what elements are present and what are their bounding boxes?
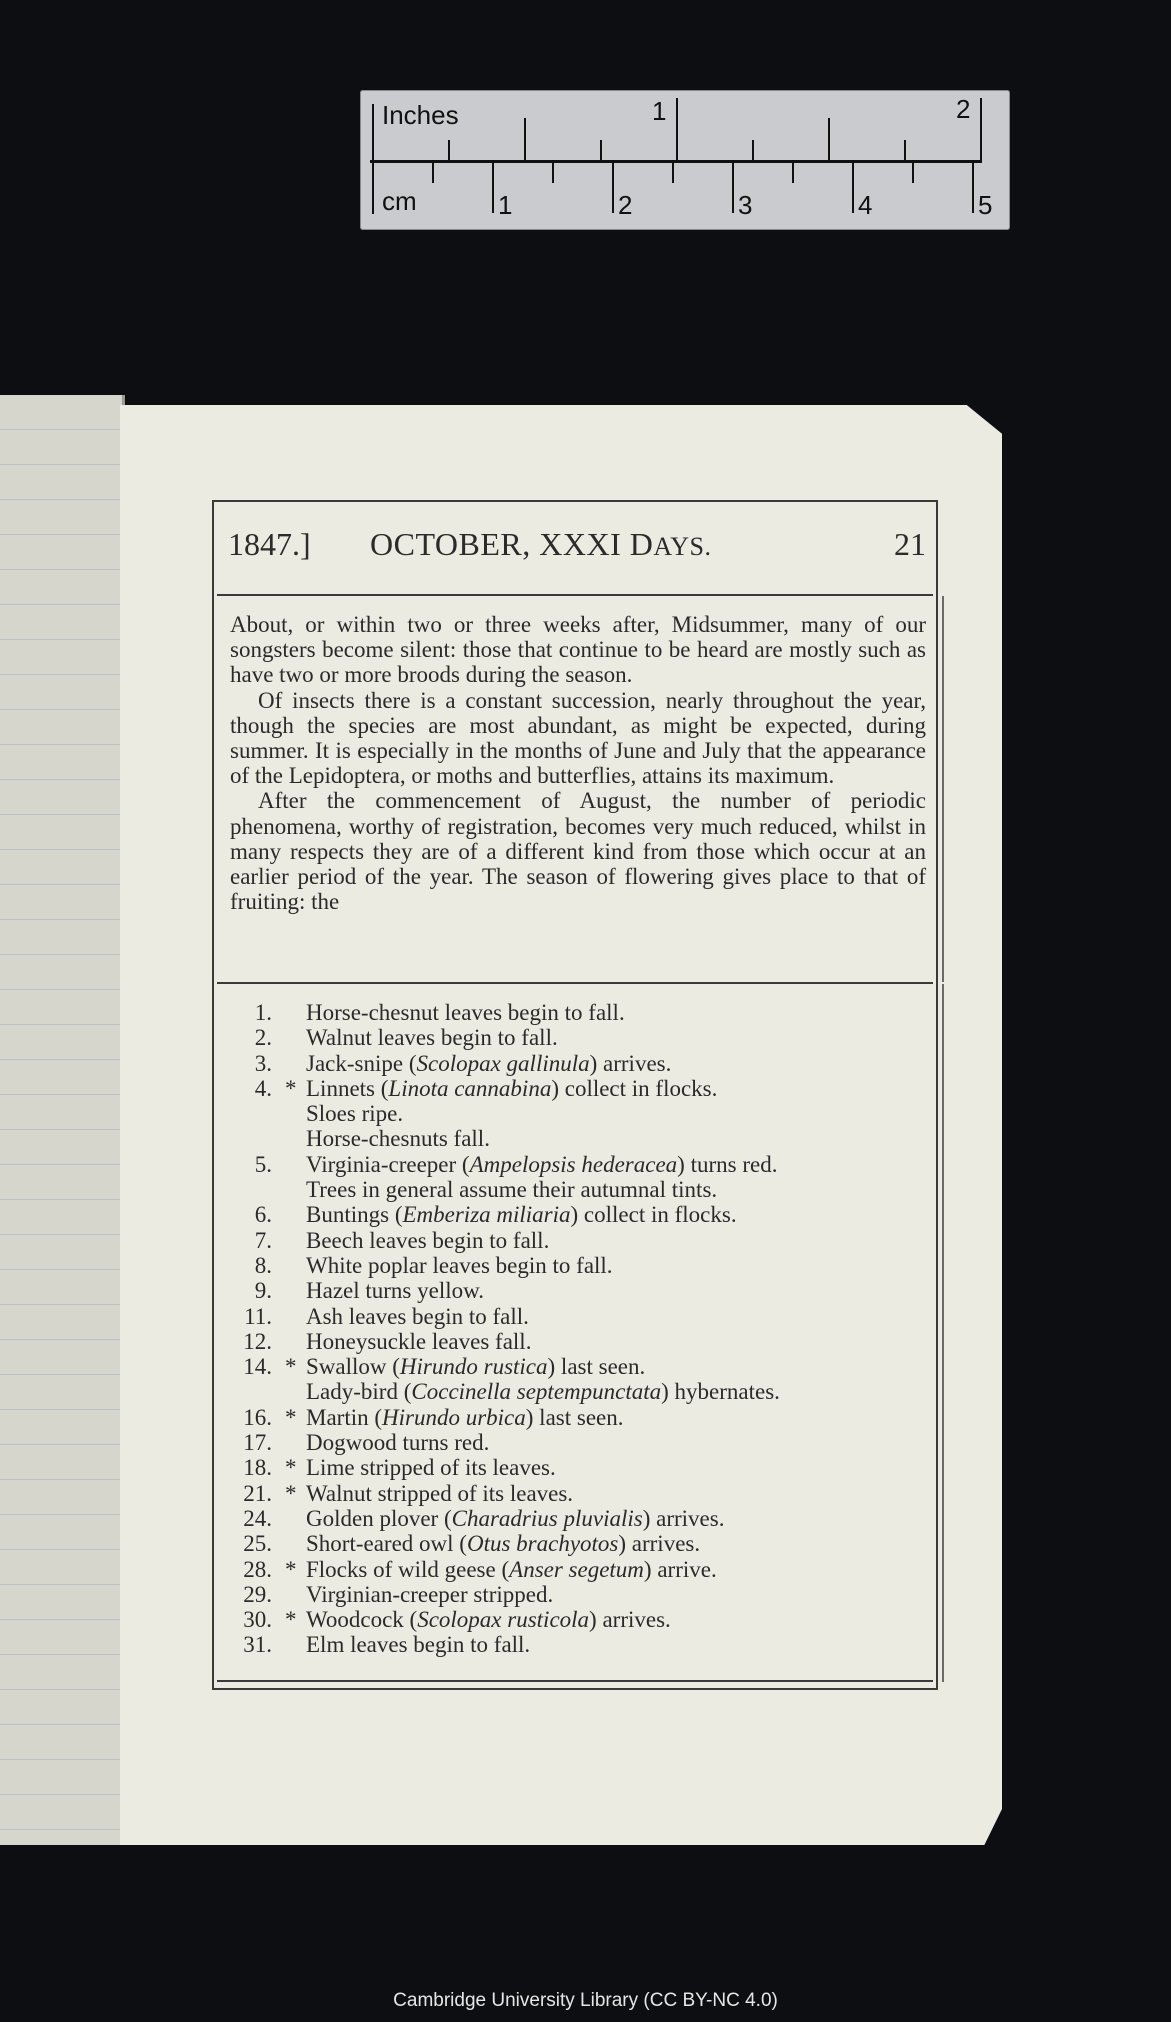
ruler-tick xyxy=(552,163,554,183)
entry-text-main: Trees in general assume their autumnal tints. xyxy=(306,1177,718,1203)
entry-text xyxy=(306,1101,403,1126)
entry-text-main: Flocks of wild geese ( xyxy=(306,1556,510,1582)
list-item xyxy=(230,1126,930,1151)
entry-text xyxy=(306,1582,553,1607)
entry-text-main: Linnets ( xyxy=(306,1075,389,1101)
ruler-tick xyxy=(732,163,734,213)
header-title-main: OCTOBER, XXXI D xyxy=(370,526,654,562)
entry-day: 6. xyxy=(254,1202,272,1228)
ruler-tick xyxy=(828,118,830,162)
ruler-inches-label: Inches xyxy=(382,100,459,130)
entry-text-end: ) arrives. xyxy=(618,1531,701,1557)
ruler-tick xyxy=(852,163,854,213)
ruler-cm-number: 4 xyxy=(858,190,873,220)
list-item xyxy=(230,1051,930,1076)
entry-text-main: Buntings ( xyxy=(306,1202,403,1228)
entry-text xyxy=(306,1228,549,1253)
ruler-tick xyxy=(600,140,602,162)
entry-text xyxy=(306,1253,613,1278)
list-item xyxy=(230,1228,930,1253)
ruler-cm-label: cm xyxy=(382,186,417,216)
entry-text xyxy=(306,1329,531,1354)
ruler-tick xyxy=(448,140,450,162)
list-item xyxy=(230,1177,930,1202)
entry-latin-name: Scolopax gallinula xyxy=(416,1050,590,1076)
entry-text-main: Swallow ( xyxy=(306,1354,400,1380)
entry-text-main: Beech leaves begin to fall. xyxy=(306,1227,550,1253)
ruler-tick xyxy=(972,163,974,213)
phenology-list xyxy=(230,1000,930,1658)
ruler-tick xyxy=(372,104,374,214)
ruler-tick xyxy=(980,98,982,162)
entry-text-end: ) turns red. xyxy=(677,1151,778,1177)
header-rule xyxy=(217,594,933,596)
entry-text xyxy=(306,1076,717,1101)
entry-text xyxy=(306,1304,529,1329)
entry-day: 14. xyxy=(243,1354,272,1380)
list-item xyxy=(230,1101,930,1126)
entry-latin-name: Scolopax rusticola xyxy=(417,1607,590,1633)
entry-day: 5. xyxy=(254,1151,272,1177)
entry-star: * xyxy=(285,1354,297,1380)
entry-text-end: ) last seen. xyxy=(547,1354,646,1380)
list-item xyxy=(230,1202,930,1227)
ruler-tick xyxy=(904,140,906,162)
entry-text xyxy=(306,1405,623,1430)
entry-text xyxy=(306,1607,671,1632)
entry-text-end: ) hybernates. xyxy=(661,1379,780,1405)
ruler-cm-number: 5 xyxy=(978,190,993,220)
entry-text-main: Golden plover ( xyxy=(306,1505,452,1531)
list-item xyxy=(230,1531,930,1556)
scale-ruler xyxy=(360,90,1010,230)
entry-text xyxy=(306,1557,717,1582)
entry-text-main: White poplar leaves begin to fall. xyxy=(306,1252,613,1278)
entry-latin-name: Otus brachyotos xyxy=(466,1531,619,1557)
list-item xyxy=(230,1405,930,1430)
entry-text-end: ) arrives. xyxy=(589,1050,672,1076)
entry-text xyxy=(306,1177,717,1202)
entry-text-main: Virginian-creeper stripped. xyxy=(306,1581,554,1607)
header-title xyxy=(370,526,712,563)
entry-text-main: Lady-bird ( xyxy=(306,1379,412,1405)
list-item xyxy=(230,1354,930,1379)
list-item xyxy=(230,1430,930,1455)
ruler-tick xyxy=(912,163,914,183)
ruler-tick xyxy=(612,163,614,213)
entry-day: 1. xyxy=(254,1000,272,1025)
entry-day: 28. xyxy=(243,1556,272,1582)
entry-text xyxy=(306,1202,737,1227)
list-item xyxy=(230,1506,930,1531)
entry-day: 2. xyxy=(254,1025,272,1051)
entry-text-main: Dogwood turns red. xyxy=(306,1430,490,1456)
ruler-tick xyxy=(672,163,674,183)
column-rule xyxy=(942,596,944,982)
header-year: 1847.] xyxy=(228,526,311,562)
list-item xyxy=(230,1304,930,1329)
entry-latin-name: Emberiza miliaria xyxy=(402,1202,571,1228)
entry-text-main: Horse-chesnuts fall. xyxy=(306,1126,490,1152)
entry-day: 21. xyxy=(243,1480,272,1506)
entry-text-main: Jack-snipe ( xyxy=(306,1050,417,1076)
list-item xyxy=(230,1253,930,1278)
ruler-cm-number: 2 xyxy=(618,190,633,220)
entry-day: 24. xyxy=(243,1505,272,1531)
entry-text xyxy=(306,1025,558,1050)
ruler-cm-number: 1 xyxy=(498,190,513,220)
list-item xyxy=(230,1455,930,1480)
page-header xyxy=(228,520,926,570)
entry-text-main: Ash leaves begin to fall. xyxy=(306,1303,529,1329)
list-item xyxy=(230,1329,930,1354)
entry-text xyxy=(306,1354,645,1379)
list-item xyxy=(230,1076,930,1101)
list-item xyxy=(230,1000,930,1025)
entry-text xyxy=(306,1430,489,1455)
entry-text-end: ) arrives. xyxy=(642,1505,725,1531)
entry-latin-name: Anser segetum xyxy=(509,1556,644,1582)
facing-page xyxy=(0,395,125,1845)
entry-text-end: ) arrives. xyxy=(589,1607,671,1633)
entry-day: 31. xyxy=(243,1632,272,1658)
entry-text xyxy=(306,1152,777,1177)
entry-latin-name: Charadrius pluvialis xyxy=(451,1505,643,1531)
entry-day: 17. xyxy=(243,1430,272,1456)
ruler-tick xyxy=(676,98,678,162)
section-rule xyxy=(217,982,933,984)
entry-text xyxy=(306,1455,556,1480)
ruler-tick xyxy=(524,118,526,162)
entry-day: 7. xyxy=(254,1227,272,1253)
prose-section xyxy=(230,612,926,914)
entry-day: 18. xyxy=(243,1455,272,1481)
entry-day: 30. xyxy=(243,1607,272,1633)
entry-latin-name: Ampelopsis hederacea xyxy=(469,1151,678,1177)
entry-text xyxy=(306,1051,671,1076)
ruler-tick xyxy=(792,163,794,183)
list-item xyxy=(230,1025,930,1050)
entry-text xyxy=(306,1278,484,1303)
ruler-tick xyxy=(492,163,494,213)
entry-day: 4. xyxy=(254,1075,272,1101)
entry-text-end: ) collect in flocks. xyxy=(570,1202,737,1228)
prose-paragraph: About, or within two or three weeks after, Midsummer, many of our songsters become silent: those that continue to be heard are mostly such as have two or more broods during the season. xyxy=(230,612,926,688)
entry-star: * xyxy=(285,1075,297,1101)
entry-text-main: Walnut leaves begin to fall. xyxy=(306,1025,558,1051)
entry-text xyxy=(306,1632,530,1657)
entry-star: * xyxy=(285,1404,297,1430)
entry-text-end: ) last seen. xyxy=(525,1404,624,1430)
list-item xyxy=(230,1278,930,1303)
column-rule xyxy=(942,984,944,1682)
entry-star: * xyxy=(285,1607,297,1633)
entry-text xyxy=(306,1126,490,1151)
entry-text xyxy=(306,1531,700,1556)
entry-day: 16. xyxy=(243,1404,272,1430)
entry-text xyxy=(306,1506,724,1531)
entry-latin-name: Hirundo rustica xyxy=(399,1354,548,1380)
entry-text-end: ) arrive. xyxy=(643,1556,717,1582)
entry-text-main: Walnut stripped of its leaves. xyxy=(306,1480,574,1506)
entry-text xyxy=(306,1379,780,1404)
list-item xyxy=(230,1379,930,1404)
list-item xyxy=(230,1632,930,1657)
entry-text-main: Virginia-creeper ( xyxy=(306,1151,470,1177)
prose-paragraph: After the commencement of August, the number of periodic phenomena, worthy of registration, becomes very much reduced, whilst in many respects they are of a different kind from those which occur at an earlier period of the year. The season of flowering gives place to that of fruiting: the xyxy=(230,788,926,915)
ruler-inch-number: 2 xyxy=(956,94,971,124)
entry-text-main: Woodcock ( xyxy=(306,1607,418,1633)
entry-star: * xyxy=(285,1455,297,1481)
entry-latin-name: Hirundo urbica xyxy=(382,1404,526,1430)
entry-star: * xyxy=(285,1556,297,1582)
ruler-tick xyxy=(752,140,754,162)
footer-rule xyxy=(217,1680,933,1682)
entry-star: * xyxy=(285,1480,297,1506)
entry-day: 12. xyxy=(243,1328,272,1354)
entry-text xyxy=(306,1000,625,1025)
entry-latin-name: Linota cannabina xyxy=(388,1075,552,1101)
entry-text-main: Short-eared owl ( xyxy=(306,1531,467,1557)
ruler-inch-number: 1 xyxy=(652,96,667,126)
ruler-cm-number: 3 xyxy=(738,190,753,220)
list-item xyxy=(230,1582,930,1607)
entry-text-main: Honeysuckle leaves fall. xyxy=(306,1328,532,1354)
list-item xyxy=(230,1557,930,1582)
entry-text-main: Elm leaves begin to fall. xyxy=(306,1632,531,1658)
prose-paragraph: Of insects there is a constant succession, nearly throughout the year, though the species are most abundant, as might be expected, during summer. It is especially in the months of June and July that the appearance of the Lepidoptera, or moths and butterflies, attains its maximum. xyxy=(230,687,926,789)
entry-latin-name: Coccinella septempunctata xyxy=(411,1379,662,1405)
entry-day: 3. xyxy=(254,1050,272,1076)
credit-line: Cambridge University Library (CC BY-NC 4.0) xyxy=(393,1990,778,2011)
list-item xyxy=(230,1607,930,1632)
list-item xyxy=(230,1481,930,1506)
entry-text-main: Hazel turns yellow. xyxy=(306,1278,484,1304)
page-number: 21 xyxy=(894,526,926,562)
entry-text-end: ) collect in flocks. xyxy=(551,1075,718,1101)
entry-text-main: Horse-chesnut leaves begin to fall. xyxy=(306,1000,625,1025)
ruler-tick xyxy=(432,163,434,183)
entry-text-main: Sloes ripe. xyxy=(306,1101,404,1127)
entry-text xyxy=(306,1481,573,1506)
entry-day: 9. xyxy=(254,1278,272,1304)
header-title-smallcaps: AYS. xyxy=(653,532,712,561)
entry-day: 29. xyxy=(243,1581,272,1607)
entry-day: 11. xyxy=(244,1303,272,1329)
entry-day: 25. xyxy=(243,1531,272,1557)
list-item xyxy=(230,1152,930,1177)
entry-text-main: Lime stripped of its leaves. xyxy=(306,1455,556,1481)
entry-day: 8. xyxy=(254,1252,272,1278)
entry-text-main: Martin ( xyxy=(306,1404,383,1430)
